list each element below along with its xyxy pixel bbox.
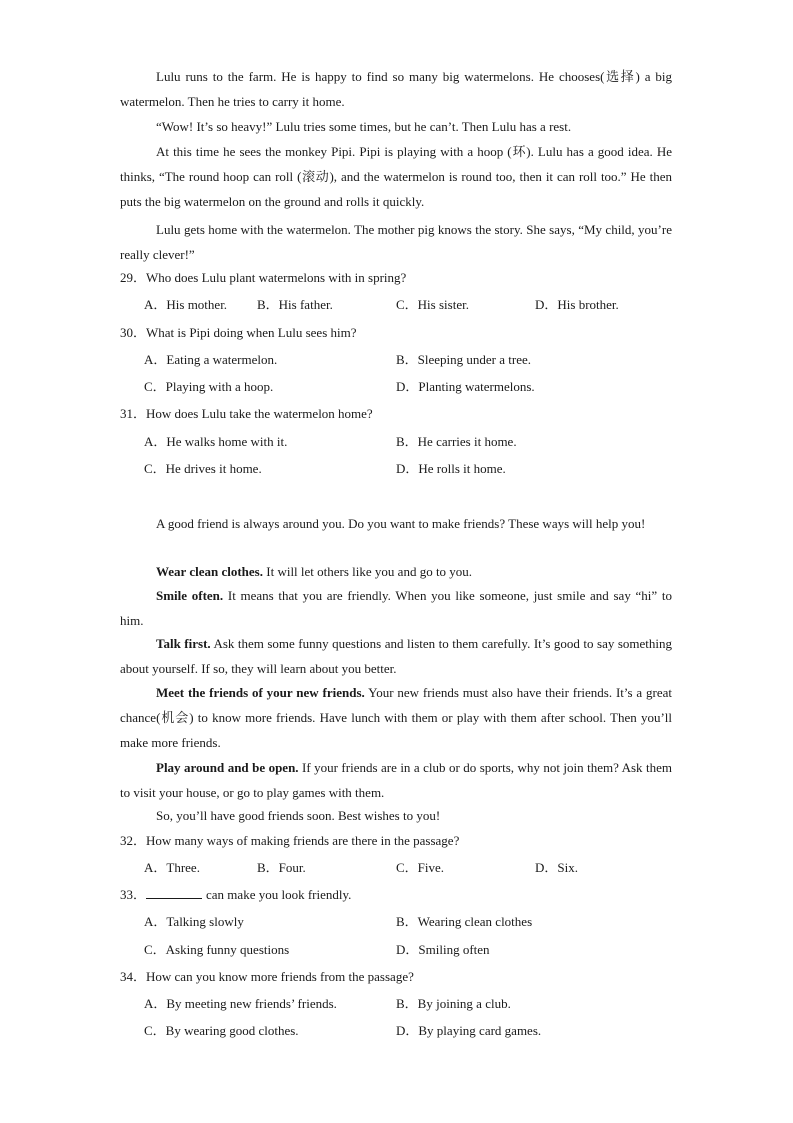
option-b[interactable]: B．Sleeping under a tree. [396,352,532,367]
tip-paragraph [120,631,672,681]
question-number: 33． [120,887,147,902]
option-c[interactable]: C．Playing with a hoop. [144,379,274,394]
option-a[interactable]: A．By meeting new friends’ friends. [144,996,337,1011]
passage-paragraph: Lulu runs to the farm. He is happy to find so many big watermelons. He chooses(选择) a big watermelon. Then he tries to carry it home. [120,69,672,109]
tip-heading: Wear clean clothes. [156,564,263,579]
tip-body: It will let others like you and go to you. [263,564,473,579]
passage-paragraph: At this time he sees the monkey Pipi. Pipi is playing with a hoop (环). Lulu has a good idea. He thinks, “The round hoop can roll (滚动), and the watermelon is round too, then it can roll too.” He then puts the big watermelon on the ground and rolls it quickly. [120,144,672,209]
option-b[interactable]: B．He carries it home. [396,434,517,449]
options-31-row1 [144,432,684,452]
passage-paragraph: Lulu gets home with the watermelon. The mother pig knows the story. She says, “My child, you’re really clever!” [120,222,672,262]
tip-body: Your new friends must also have their friends. It’s a great chance(机会) to know more friends. Have lunch with them or play with them after school. Then you’ll make more friends. [120,685,672,750]
option-d[interactable]: D．He rolls it home. [396,461,506,476]
options-30-row2 [144,377,684,397]
option-d[interactable]: D．Smiling often [396,942,490,957]
tip-paragraph [120,583,672,633]
option-c[interactable]: C．His sister. [396,297,469,312]
question-33 [120,885,680,905]
options-32 [144,858,684,878]
options-34-row2 [144,1021,684,1041]
passage-closing: So, you’ll have good friends soon. Best wishes to you! [156,808,441,823]
options-33-row1 [144,912,684,932]
option-b[interactable]: B．His father. [257,297,333,312]
option-a[interactable]: A．His mother. [144,297,228,312]
option-a[interactable]: A．Talking slowly [144,914,244,929]
tip-body: It means that you are friendly. When you like someone, just smile and say “hi” to him. [120,588,672,628]
option-b[interactable]: B．By joining a club. [396,996,511,1011]
option-a[interactable]: A．Eating a watermelon. [144,352,278,367]
tip-heading: Meet the friends of your new friends. [156,685,365,700]
tip-heading: Talk first. [156,636,211,651]
option-c[interactable]: C．Asking funny questions [144,942,290,957]
option-c[interactable]: C．Five. [396,860,445,875]
options-34-row1 [144,994,684,1014]
tip-body: Ask them some funny questions and listen to them carefully. It’s good to say something about yourself. If so, they will learn about you better. [120,636,673,676]
options-33-row2 [144,940,684,960]
tip-paragraph [120,755,672,805]
option-b[interactable]: B．Four. [257,860,306,875]
tip-heading: Play around and be open. [156,760,299,775]
option-d[interactable]: D．His brother. [535,297,619,312]
option-d[interactable]: D．By playing card games. [396,1023,542,1038]
tip-heading: Smile often. [156,588,224,603]
passage-paragraph: “Wow! It’s so heavy!” Lulu tries some times, but he can’t. Then Lulu has a rest. [156,119,572,134]
options-30-row1 [144,350,684,370]
question-29: 29．Who does Lulu plant watermelons with in spring? [120,270,407,285]
question-31: 31．How does Lulu take the watermelon home? [120,406,373,421]
option-c[interactable]: C．By wearing good clothes. [144,1023,299,1038]
options-29 [144,295,684,315]
question-stem: can make you look friendly. [206,887,352,902]
options-31-row2 [144,459,684,479]
option-b[interactable]: B．Wearing clean clothes [396,914,533,929]
question-32: 32．How many ways of making friends are there in the passage? [120,833,460,848]
option-d[interactable]: D．Six. [535,860,578,875]
tip-paragraph [120,680,672,755]
question-34: 34．How can you know more friends from the passage? [120,969,414,984]
tip-paragraph [120,559,672,584]
tip-body: If your friends are in a club or do sports, why not join them? Ask them to visit your house, or go to play games with them. [120,760,672,800]
option-a[interactable]: A．Three. [144,860,200,875]
answer-blank[interactable] [146,885,202,899]
option-a[interactable]: A．He walks home with it. [144,434,288,449]
option-c[interactable]: C．He drives it home. [144,461,262,476]
option-d[interactable]: D．Planting watermelons. [396,379,535,394]
question-30: 30．What is Pipi doing when Lulu sees him? [120,325,357,340]
passage-intro: A good friend is always around you. Do you want to make friends? These ways will help you! [156,516,646,531]
